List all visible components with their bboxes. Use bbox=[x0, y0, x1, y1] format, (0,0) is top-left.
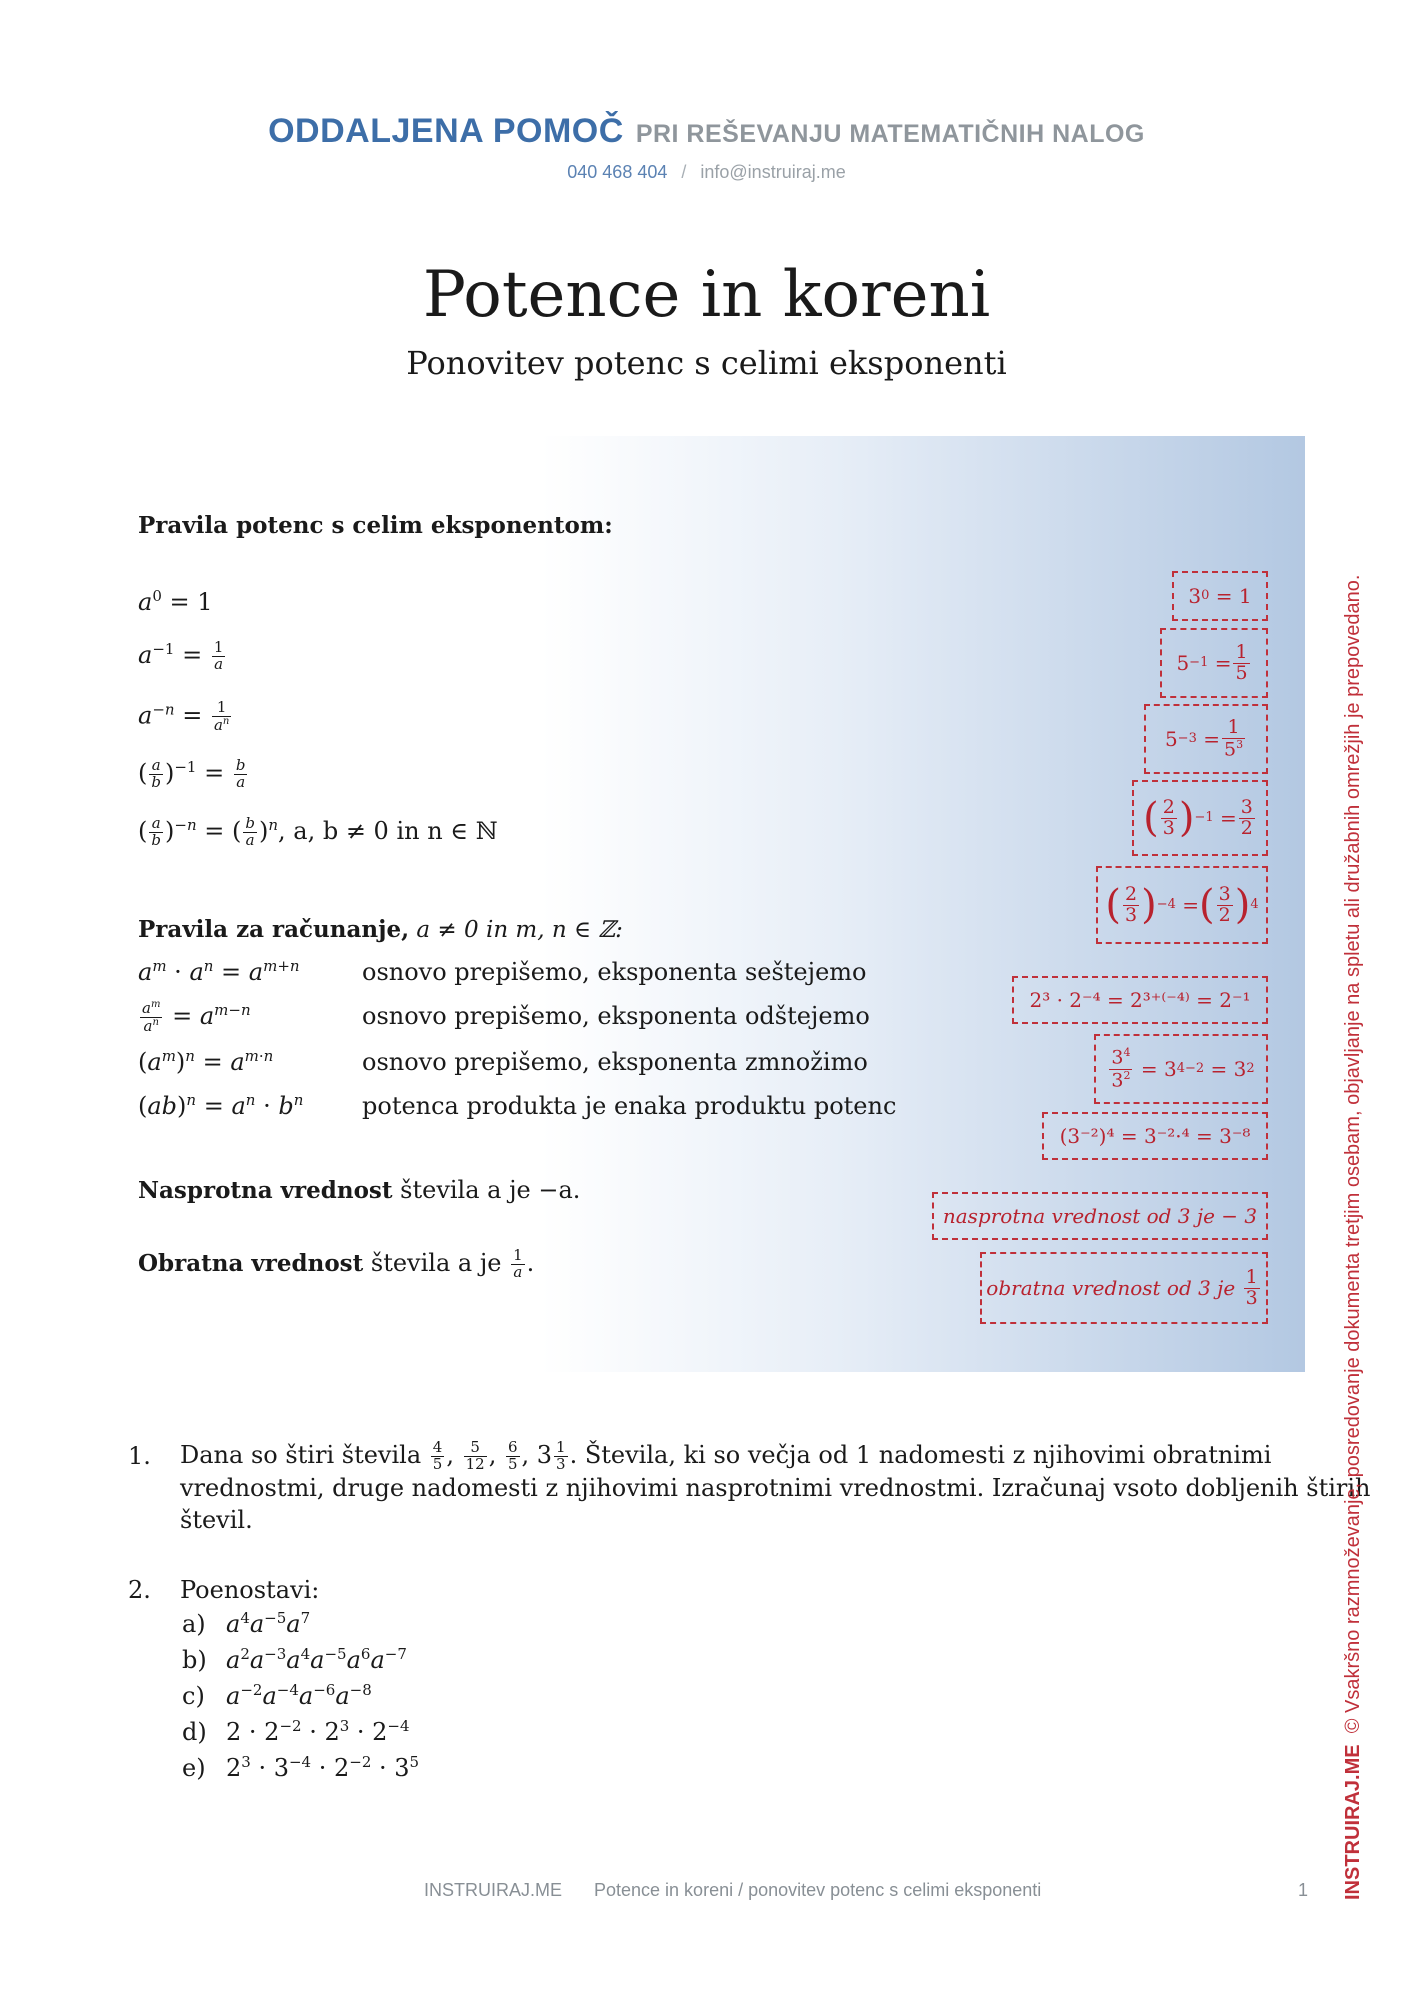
task-2c-label: c) bbox=[182, 1682, 205, 1710]
reciprocal-text: števila a je bbox=[370, 1248, 502, 1277]
calc-desc-product: osnovo prepišemo, eksponenta seštejemo bbox=[362, 958, 867, 986]
footer-page-number: 1 bbox=[1298, 1880, 1309, 1900]
task-2a-expression: $a^4a^{-5}a^7$ bbox=[226, 1609, 311, 1638]
example-quotient-rule: $\frac{3^4}{3^2}$ = 3 4−2 = 3 2 bbox=[1094, 1034, 1268, 1104]
calc-desc-quotient: osnovo prepišemo, eksponenta odštejemo bbox=[362, 1002, 870, 1030]
rule-minus-one: $a^{-1}$ = $\frac{1}{a}$ bbox=[138, 638, 224, 673]
example-minus-one: 5 −1 = $\frac{1}{5}$ bbox=[1160, 628, 1268, 698]
page-title: Potence in koreni bbox=[422, 258, 991, 332]
task-2e-expression: $2^3 \cdot 3^{-4} \cdot 2^{-2} \cdot 3^5$ bbox=[226, 1753, 420, 1782]
calc-rule-power: $(a^m)^n = a^{m\cdot n}$ bbox=[138, 1047, 274, 1076]
footer-brand: INSTRUIRAJ.ME bbox=[424, 1880, 563, 1900]
example-product-rule: 2³ · 2⁻⁴ = 2³⁺⁽⁻⁴⁾ = 2⁻¹ bbox=[1012, 976, 1268, 1024]
footer-document: Potence in koreni / ponovitev potenc s celimi eksponenti bbox=[594, 1880, 1042, 1900]
calc-heading-line bbox=[138, 916, 623, 943]
task-1-line-1: Dana so štiri števila $\frac{4}{5}$ , $\frac{5}{12}$ , $\frac{6}{5}$ , 3 $\frac{1}{3}$ . Števila, ki so večja od 1 nadomesti z njihovimi obratnimi bbox=[180, 1438, 1272, 1473]
example-power-rule: (3⁻²)⁴ = 3⁻²·⁴ = 3⁻⁸ bbox=[1042, 1112, 1268, 1160]
calc-rule-product-power: $(ab)^n = a^n \cdot b^n$ bbox=[138, 1091, 304, 1120]
rules-heading: Pravila potenc s celim eksponentom: bbox=[138, 512, 613, 539]
task-2a-label: a) bbox=[182, 1610, 206, 1638]
task-2c-expression: $a^{-2}a^{-4}a^{-6}a^{-8}$ bbox=[226, 1681, 372, 1710]
opposite-text: števila a je −a. bbox=[400, 1176, 581, 1204]
reciprocal-label: Obratna vrednost bbox=[138, 1249, 364, 1277]
task-2d-label: d) bbox=[182, 1718, 207, 1746]
task-1-number: 1. bbox=[128, 1442, 151, 1470]
example-zero-exponent: 3 0 = 1 bbox=[1172, 571, 1268, 621]
contact-separator: / bbox=[681, 162, 687, 182]
rule-minus-n: $a^{-n}$ = $\frac{1}{a^n}$ bbox=[138, 698, 230, 734]
copyright-brand: INSTRUIRAJ.ME bbox=[1342, 1744, 1364, 1900]
example-reciprocal-text: obratna vrednost od 3 je bbox=[986, 1276, 1236, 1300]
calc-rule-product: $a^m \cdot a^n = a^{m+n}$ bbox=[138, 957, 300, 986]
opposite-definition bbox=[138, 1176, 580, 1204]
rule-fraction-minus-n: ( $\frac{a}{b}$ )$^{-n}$ = ( $\frac{b}{a}$ )$^n$, a, b ≠ 0 in n ∈ ℕ bbox=[138, 814, 498, 849]
header-contact bbox=[0, 162, 1413, 183]
phone-link[interactable]: 040 468 404 bbox=[567, 162, 668, 182]
brand-rest: PRI REŠEVANJU MATEMATIČNIH NALOG bbox=[635, 120, 1145, 148]
copyright-text: © Vsakršno razmnoževanje, posredovanje dokumenta tretjim osebam, objavljanje na spletu ali družabnih omrežjih je prepovedano. bbox=[1342, 574, 1364, 1734]
example-reciprocal: obratna vrednost od 3 je $\frac{1}{3}$ bbox=[980, 1252, 1268, 1324]
task-1-line-3: števil. bbox=[180, 1506, 253, 1534]
calc-desc-power: osnovo prepišemo, eksponenta zmnožimo bbox=[362, 1048, 868, 1076]
page-subtitle: Ponovitev potenc s celimi eksponenti bbox=[406, 344, 1007, 382]
task-2b-expression: $a^2a^{-3}a^4a^{-5}a^6a^{-7}$ bbox=[226, 1645, 407, 1674]
calc-heading: Pravila za računanje, bbox=[138, 916, 410, 943]
task-2d-expression: $2 \cdot 2^{-2} \cdot 2^3 \cdot 2^{-4}$ bbox=[226, 1717, 410, 1746]
example-minus-three: 5 −3 = $\frac{1}{5^3}$ bbox=[1144, 704, 1268, 774]
task-1-instruction: . Števila, ki so večja od 1 nadomesti z njihovimi obratnimi bbox=[569, 1440, 1272, 1469]
calc-desc-product-power: potenca produkta je enaka produktu potenc bbox=[362, 1092, 897, 1120]
rule-zero-exponent: $a^0 = 1$ bbox=[138, 587, 213, 616]
task-2e-label: e) bbox=[182, 1754, 206, 1782]
task-2-number: 2. bbox=[128, 1576, 151, 1604]
calc-condition: a ≠ 0 in m, n ∈ ℤ: bbox=[416, 917, 623, 943]
calc-rule-quotient: $\frac{a^m}{a^n}$ = $a^{m-n}$ bbox=[142, 999, 251, 1035]
header-brand bbox=[0, 112, 1413, 151]
email-link[interactable]: info@instruiraj.me bbox=[700, 162, 846, 182]
reciprocal-definition: Obratna vrednost števila a je $\frac{1}{a}$ . bbox=[138, 1246, 535, 1281]
rule-condition: , a, b ≠ 0 in n ∈ ℕ bbox=[278, 816, 498, 845]
task-1-intro: Dana so štiri števila bbox=[180, 1440, 422, 1469]
opposite-label: Nasprotna vrednost bbox=[138, 1177, 393, 1204]
copyright-note bbox=[1342, 574, 1365, 1900]
brand-bold: ODDALJENA POMOČ bbox=[268, 112, 624, 150]
example-fraction-minus-one: ( $\frac{2}{3}$ ) −1 = $\frac{3}{2}$ bbox=[1132, 780, 1268, 856]
example-opposite: nasprotna vrednost od 3 je − 3 bbox=[932, 1192, 1268, 1240]
task-2-text: Poenostavi: bbox=[180, 1576, 320, 1604]
task-2b-label: b) bbox=[182, 1646, 207, 1674]
rule-fraction-minus-one: ( $\frac{a}{b}$ )$^{-1}$ = $\frac{b}{a}$ bbox=[138, 756, 246, 791]
task-1-line-2: vrednostmi, druge nadomesti z njihovimi nasprotnimi vrednostmi. Izračunaj vsoto dobljenih štirih bbox=[180, 1474, 1371, 1502]
example-fraction-minus-four: ( $\frac{2}{3}$ ) −4 = ( $\frac{3}{2}$ ) 4 bbox=[1096, 866, 1268, 944]
